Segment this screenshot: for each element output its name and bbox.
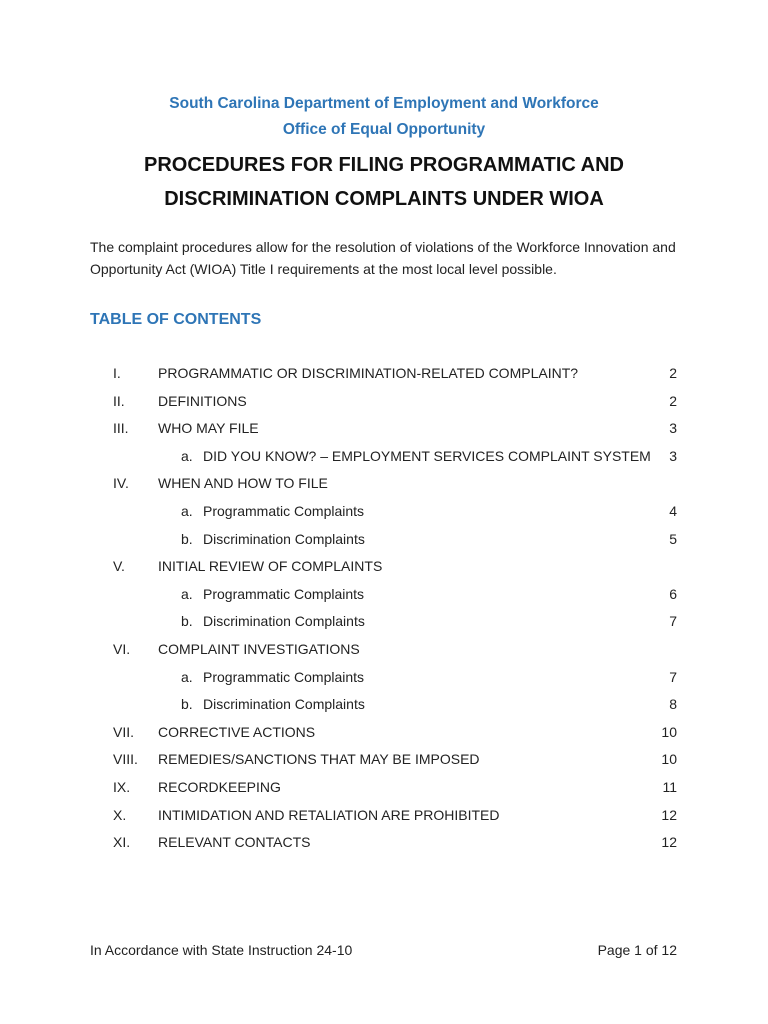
- toc-entry-number: a.: [181, 585, 193, 602]
- toc-entry-label: DID YOU KNOW? – EMPLOYMENT SERVICES COMPLAINT SYSTEM: [203, 447, 651, 464]
- toc-entry-number: a.: [181, 668, 193, 685]
- toc-entry-number: XI.: [113, 834, 131, 851]
- toc-entry-label: Programmatic Complaints: [203, 668, 365, 685]
- footer-page-number: Page 1 of 12: [597, 942, 677, 958]
- toc-entry-page: 11: [662, 778, 677, 795]
- toc-entry-label: INITIAL REVIEW OF COMPLAINTS: [158, 558, 383, 575]
- agency-name: South Carolina Department of Employment and Workforce: [169, 95, 599, 112]
- table-of-contents: [0, 360, 768, 857]
- toc-entry[interactable]: [0, 664, 768, 692]
- toc-entry-page: 3: [669, 420, 677, 437]
- toc-entry-page: 10: [661, 723, 677, 740]
- toc-entry-page: 3: [669, 447, 677, 464]
- toc-entry-page: 5: [669, 530, 677, 547]
- toc-entry-page: 6: [669, 585, 677, 602]
- toc-entry-label: DEFINITIONS: [158, 392, 247, 409]
- toc-entry-label: CORRECTIVE ACTIONS: [158, 723, 316, 740]
- toc-entry-number: X.: [113, 806, 127, 823]
- toc-entry-label: Discrimination Complaints: [203, 696, 365, 713]
- toc-entry-number: b.: [181, 613, 193, 630]
- toc-entry-number: IV.: [113, 475, 129, 492]
- toc-entry-number: VII.: [113, 723, 135, 740]
- toc-entry-label: RELEVANT CONTACTS: [158, 834, 311, 851]
- toc-heading: TABLE OF CONTENTS: [90, 311, 262, 328]
- toc-entry-label: WHO MAY FILE: [158, 420, 259, 437]
- office-name: Office of Equal Opportunity: [282, 121, 486, 138]
- toc-entry-number: a.: [181, 447, 193, 464]
- toc-entry-number: a.: [181, 502, 193, 519]
- toc-entry[interactable]: [0, 498, 768, 526]
- toc-entry-number: I.: [113, 365, 121, 381]
- toc-entry-label: PROGRAMMATIC OR DISCRIMINATION-RELATED COMPLAINT?: [158, 365, 579, 381]
- toc-entry-number: VI.: [113, 640, 131, 657]
- toc-entry-page: 4: [669, 502, 677, 519]
- toc-entry-label: COMPLAINT INVESTIGATIONS: [158, 640, 360, 657]
- document-title: [0, 148, 768, 216]
- toc-entry-page: 12: [661, 806, 677, 823]
- toc-entry[interactable]: [0, 581, 768, 609]
- toc-entry[interactable]: [0, 360, 768, 388]
- toc-entry-label: Programmatic Complaints: [203, 502, 365, 519]
- toc-entry-label: Programmatic Complaints: [203, 585, 365, 602]
- title-line-2: DISCRIMINATION COMPLAINTS UNDER WIOA: [164, 188, 604, 210]
- toc-entry[interactable]: [0, 746, 768, 774]
- toc-entry-page: 2: [669, 365, 677, 381]
- toc-entry-label: Discrimination Complaints: [203, 530, 365, 547]
- toc-entry[interactable]: [0, 691, 768, 719]
- toc-entry-page: 2: [669, 392, 677, 409]
- toc-entry[interactable]: [0, 415, 768, 443]
- toc-entry-page: 7: [669, 613, 677, 630]
- toc-entry[interactable]: [0, 719, 768, 747]
- intro-paragraph: The complaint procedures allow for the resolution of violations of the Workforce Innovation and Opportunity Act (WIOA) Title I requirements at the most local level possible.: [90, 239, 676, 277]
- toc-entry[interactable]: [0, 636, 768, 664]
- agency-header: [0, 91, 768, 143]
- toc-entry-page: 7: [669, 668, 677, 685]
- toc-entry[interactable]: [0, 608, 768, 636]
- toc-entry-label: INTIMIDATION AND RETALIATION ARE PROHIBITED: [158, 806, 500, 823]
- toc-entry[interactable]: [0, 774, 768, 802]
- toc-entry-label: RECORDKEEPING: [158, 778, 281, 795]
- toc-entry[interactable]: [0, 470, 768, 498]
- toc-entry-number: II.: [113, 392, 125, 409]
- toc-entry-number: III.: [113, 420, 129, 437]
- toc-entry-number: V.: [113, 558, 125, 575]
- toc-entry-number: VIII.: [113, 751, 138, 768]
- toc-entry-number: IX.: [113, 778, 131, 795]
- toc-entry-number: b.: [181, 696, 193, 713]
- footer-instruction: In Accordance with State Instruction 24-10: [90, 942, 353, 958]
- toc-entry-page: 12: [661, 834, 677, 851]
- toc-entry-label: Discrimination Complaints: [203, 613, 365, 630]
- toc-entry-page: 10: [661, 751, 677, 768]
- toc-entry[interactable]: [0, 526, 768, 554]
- toc-entry[interactable]: [0, 443, 768, 471]
- toc-entry-number: b.: [181, 530, 193, 547]
- toc-entry-page: 8: [669, 696, 677, 713]
- toc-entry[interactable]: [0, 553, 768, 581]
- toc-entry[interactable]: [0, 829, 768, 857]
- toc-entry-label: REMEDIES/SANCTIONS THAT MAY BE IMPOSED: [158, 751, 480, 768]
- toc-entry[interactable]: [0, 388, 768, 416]
- toc-entry-label: WHEN AND HOW TO FILE: [158, 475, 328, 492]
- toc-entry[interactable]: [0, 802, 768, 830]
- title-line-1: PROCEDURES FOR FILING PROGRAMMATIC AND: [144, 154, 624, 176]
